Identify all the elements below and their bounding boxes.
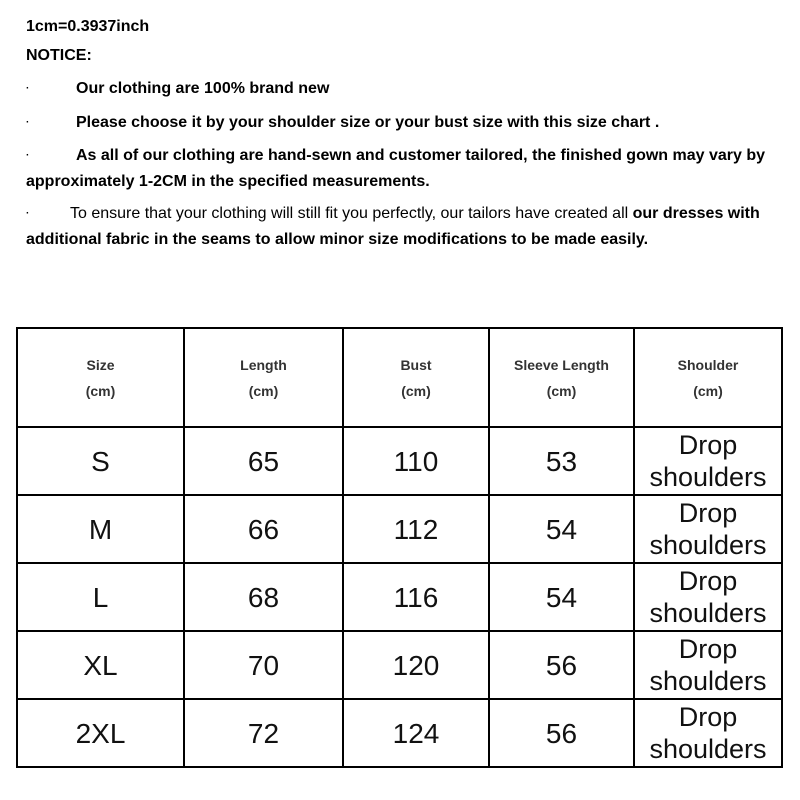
cell-bust: 120 [343,631,489,699]
size-chart-table [16,327,783,768]
shoulder-line2: shoulders [649,666,767,696]
header-shoulder [634,328,782,427]
cell-sleeve: 56 [489,631,634,699]
notice-title: NOTICE: [26,47,92,64]
cell-bust: 116 [343,563,489,631]
shoulder-line1: Drop [678,566,738,596]
cell-sleeve: 54 [489,495,634,563]
header-sleeve-label: Sleeve Length [514,356,609,373]
cell-shoulder [634,563,782,631]
header-sleeve-length [489,328,634,427]
shoulder-line2: shoulders [649,462,767,492]
table-header-row [17,328,782,427]
notice-text-3: As all of our clothing are hand-sewn and customer tailored, the finished gown may vary by approximately 1-2CM in the specified measurements. [26,147,766,190]
bullet-icon: · [26,117,30,128]
cell-shoulder [634,495,782,563]
header-length-label: Length [240,356,287,373]
bullet-icon: · [26,208,30,219]
cell-sleeve: 54 [489,563,634,631]
notice-text-1: Our clothing are 100% brand new [76,80,330,97]
shoulder-line1: Drop [678,634,738,664]
cell-size: M [17,495,184,563]
table-row [17,631,782,699]
header-length-unit: (cm) [248,382,279,399]
header-size [17,328,184,427]
shoulder-line1: Drop [678,702,738,732]
cell-length: 66 [184,495,343,563]
cell-sleeve: 53 [489,427,634,495]
shoulder-line2: shoulders [649,530,767,560]
cell-bust: 112 [343,495,489,563]
shoulder-line1: Drop [678,430,738,460]
table-row [17,699,782,767]
header-bust [343,328,489,427]
cell-length: 68 [184,563,343,631]
header-bust-label: Bust [400,356,432,373]
cell-bust: 110 [343,427,489,495]
cell-size: XL [17,631,184,699]
header-shoulder-label: Shoulder [677,356,739,373]
notice-text-4-end: our dresses with additional fabric in the seams to allow minor size modifications to be made easily. [26,205,760,248]
header-size-label: Size [86,356,115,373]
header-size-unit: (cm) [85,382,116,399]
table-row [17,427,782,495]
cell-shoulder [634,427,782,495]
notice-item-4 [26,201,766,253]
bullet-icon: · [26,150,30,161]
header-bust-unit: (cm) [401,382,431,399]
notice-text-4-start: To ensure that your clothing will still fit you perfectly, our tailors have created all [70,205,629,222]
header-sleeve-unit: (cm) [546,382,577,399]
cell-shoulder [634,631,782,699]
cell-size: L [17,563,184,631]
shoulder-line2: shoulders [649,734,767,764]
notice-item-1 [26,72,766,106]
header-shoulder-unit: (cm) [693,382,723,399]
cell-size: S [17,427,184,495]
unit-conversion: 1cm=0.3937inch [26,18,150,35]
notice-item-2 [26,106,766,140]
notice-item-3 [26,143,766,195]
cell-length: 65 [184,427,343,495]
table-row [17,495,782,563]
bullet-icon: · [26,83,30,94]
header-length [184,328,343,427]
shoulder-line2: shoulders [649,598,767,628]
cell-shoulder [634,699,782,767]
cell-length: 72 [184,699,343,767]
cell-sleeve: 56 [489,699,634,767]
cell-length: 70 [184,631,343,699]
notice-section [26,14,766,253]
cell-size: 2XL [17,699,184,767]
notice-text-2: Please choose it by your shoulder size or your bust size with this size chart . [76,114,660,131]
shoulder-line1: Drop [678,498,738,528]
cell-bust: 124 [343,699,489,767]
table-row [17,563,782,631]
